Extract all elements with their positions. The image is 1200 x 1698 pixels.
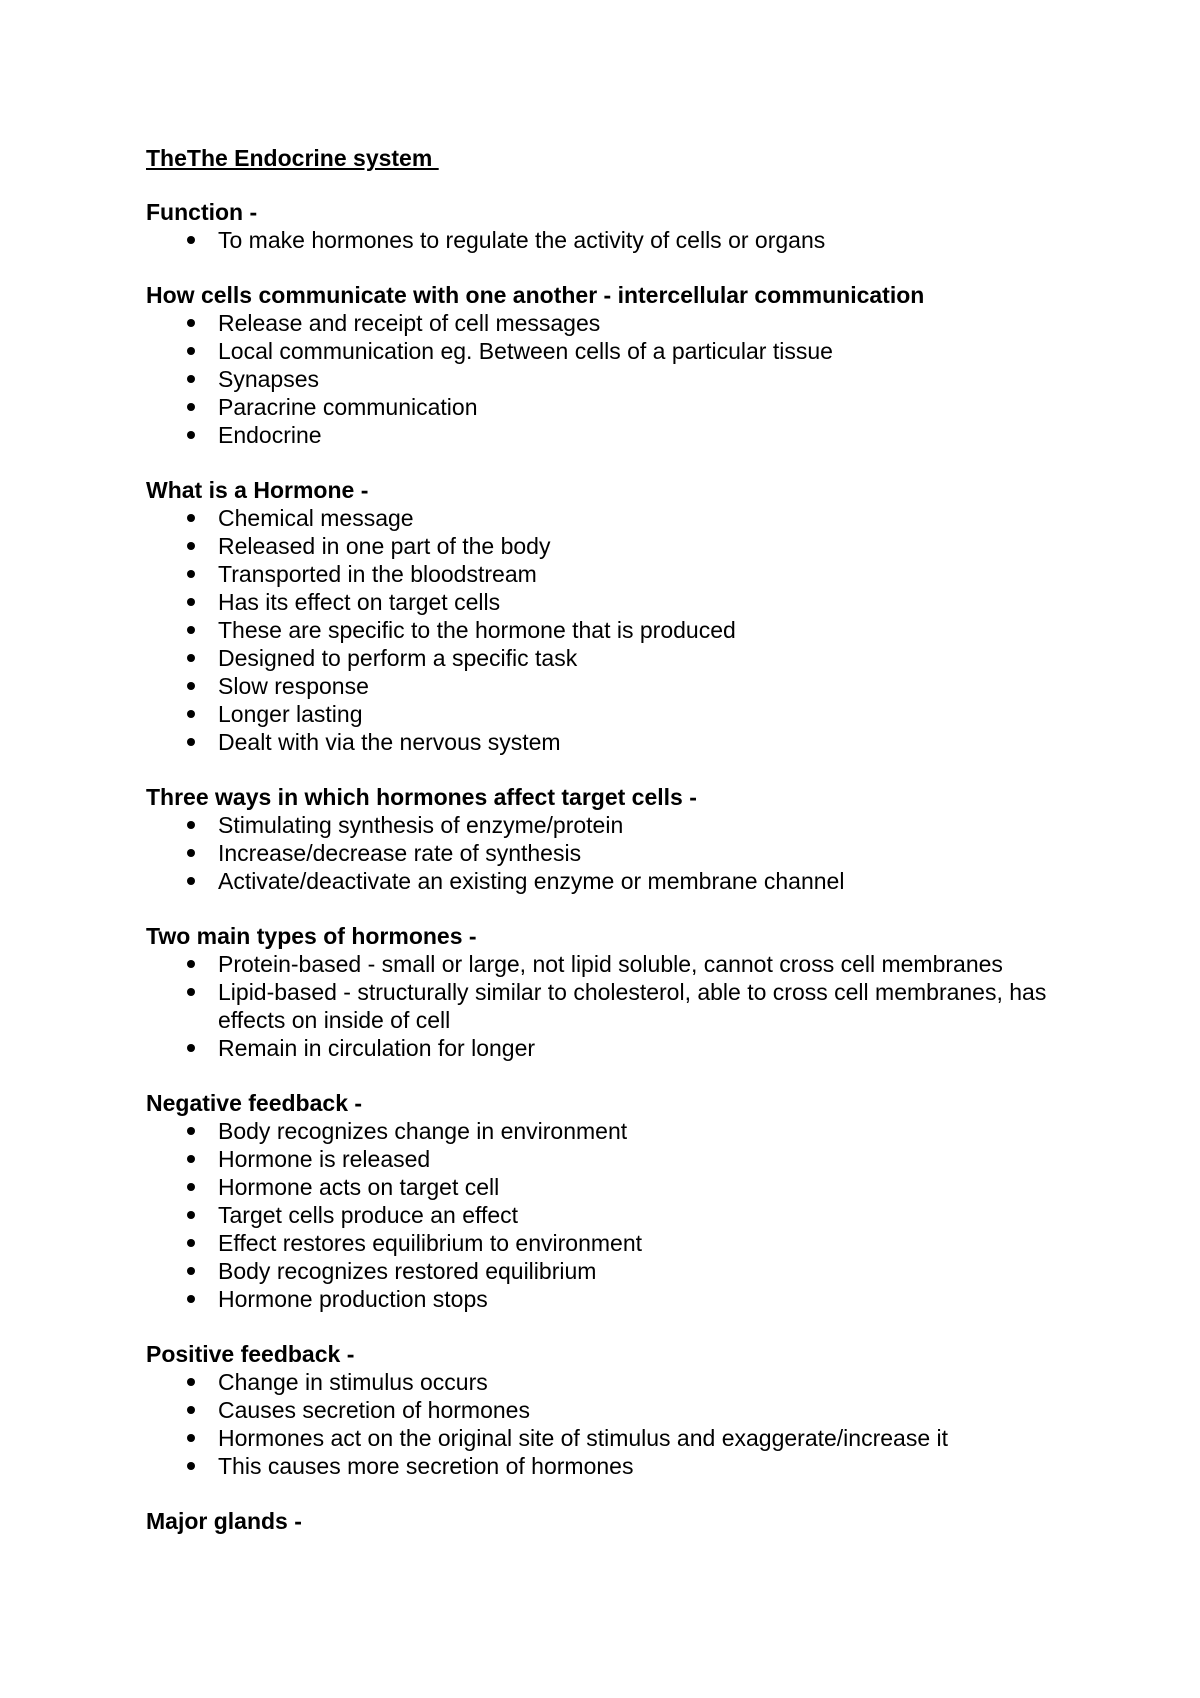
bullet-list xyxy=(146,504,1086,756)
list-item xyxy=(146,1117,1086,1145)
section xyxy=(146,783,1086,895)
list-item-text: Body recognizes change in environment xyxy=(218,1118,628,1144)
bullet-icon xyxy=(187,1378,195,1386)
list-item-text: Lipid-based - structurally similar to cholesterol, able to cross cell membranes, has effects on inside of cell xyxy=(218,979,1047,1033)
bullet-icon xyxy=(187,431,195,439)
list-item-text: Remain in circulation for longer xyxy=(218,1035,536,1061)
section xyxy=(146,1340,1086,1480)
section-heading: Major glands - xyxy=(146,1508,302,1534)
bullet-list xyxy=(146,226,1086,254)
bullet-icon xyxy=(187,375,195,383)
bullet-icon xyxy=(187,1239,195,1247)
list-item-text: Stimulating synthesis of enzyme/protein xyxy=(218,812,624,838)
list-item-text: These are specific to the hormone that is produced xyxy=(218,617,736,643)
document-page xyxy=(146,144,1086,1562)
list-item-text: Local communication eg. Between cells of a particular tissue xyxy=(218,338,833,364)
bullet-icon xyxy=(187,710,195,718)
list-item-text: Hormones act on the original site of stimulus and exaggerate/increase it xyxy=(218,1425,949,1451)
bullet-icon xyxy=(187,1462,195,1470)
list-item-text: Hormone production stops xyxy=(218,1286,488,1312)
list-item xyxy=(146,1285,1086,1313)
list-item-text: Longer lasting xyxy=(218,701,363,727)
bullet-icon xyxy=(187,1044,195,1052)
section-heading: Positive feedback - xyxy=(146,1341,355,1367)
list-item-text: Hormone acts on target cell xyxy=(218,1174,500,1200)
list-item xyxy=(146,811,1086,839)
list-item-text: Dealt with via the nervous system xyxy=(218,729,561,755)
bullet-list xyxy=(146,1368,1086,1480)
section xyxy=(146,476,1086,756)
list-item-text: Protein-based - small or large, not lipid soluble, cannot cross cell membranes xyxy=(218,951,1003,977)
list-item-text: Slow response xyxy=(218,673,369,699)
bullet-list xyxy=(146,309,1086,449)
bullet-icon xyxy=(187,598,195,606)
bullet-icon xyxy=(187,1127,195,1135)
section-heading: Three ways in which hormones affect target cells - xyxy=(146,784,697,810)
list-item xyxy=(146,421,1086,449)
section xyxy=(146,1089,1086,1313)
section-heading: Negative feedback - xyxy=(146,1090,363,1116)
section xyxy=(146,922,1086,1062)
section xyxy=(146,198,1086,254)
bullet-icon xyxy=(187,542,195,550)
list-item xyxy=(146,867,1086,895)
list-item xyxy=(146,1368,1086,1396)
list-item xyxy=(146,1034,1086,1062)
list-item xyxy=(146,978,1086,1034)
list-item-text: Released in one part of the body xyxy=(218,533,551,559)
bullet-icon xyxy=(187,1267,195,1275)
document-body xyxy=(146,198,1086,1535)
list-item xyxy=(146,393,1086,421)
bullet-icon xyxy=(187,1295,195,1303)
list-item-text: Increase/decrease rate of synthesis xyxy=(218,840,582,866)
section-heading: Two main types of hormones - xyxy=(146,923,477,949)
document-title: TheThe Endocrine system xyxy=(146,145,439,171)
bullet-icon xyxy=(187,821,195,829)
list-item-text: This causes more secretion of hormones xyxy=(218,1453,634,1479)
list-item xyxy=(146,1145,1086,1173)
section-heading: Function - xyxy=(146,199,258,225)
bullet-icon xyxy=(187,319,195,327)
list-item xyxy=(146,839,1086,867)
list-item xyxy=(146,672,1086,700)
list-item xyxy=(146,504,1086,532)
list-item xyxy=(146,728,1086,756)
list-item xyxy=(146,226,1086,254)
list-item-text: Designed to perform a specific task xyxy=(218,645,578,671)
list-item xyxy=(146,1173,1086,1201)
list-item-text: Effect restores equilibrium to environment xyxy=(218,1230,642,1256)
bullet-list xyxy=(146,1117,1086,1313)
list-item-text: Change in stimulus occurs xyxy=(218,1369,488,1395)
bullet-icon xyxy=(187,236,195,244)
list-item-text: Synapses xyxy=(218,366,320,392)
list-item-text: Paracrine communication xyxy=(218,394,478,420)
bullet-icon xyxy=(187,1155,195,1163)
bullet-icon xyxy=(187,682,195,690)
bullet-icon xyxy=(187,626,195,634)
section-heading: What is a Hormone - xyxy=(146,477,369,503)
list-item xyxy=(146,1257,1086,1285)
bullet-icon xyxy=(187,877,195,885)
list-item xyxy=(146,1201,1086,1229)
bullet-icon xyxy=(187,1183,195,1191)
list-item-text: Release and receipt of cell messages xyxy=(218,310,601,336)
bullet-list xyxy=(146,811,1086,895)
list-item xyxy=(146,1229,1086,1257)
list-item-text: Body recognizes restored equilibrium xyxy=(218,1258,597,1284)
list-item xyxy=(146,644,1086,672)
bullet-icon xyxy=(187,988,195,996)
bullet-list xyxy=(146,950,1086,1062)
list-item-text: Activate/deactivate an existing enzyme or membrane channel xyxy=(218,868,845,894)
list-item-text: Endocrine xyxy=(218,422,322,448)
list-item xyxy=(146,1452,1086,1480)
list-item xyxy=(146,588,1086,616)
list-item xyxy=(146,1424,1086,1452)
list-item xyxy=(146,365,1086,393)
list-item-text: Chemical message xyxy=(218,505,414,531)
bullet-icon xyxy=(187,960,195,968)
bullet-icon xyxy=(187,570,195,578)
section-heading: How cells communicate with one another - intercellular communication xyxy=(146,282,925,308)
list-item xyxy=(146,337,1086,365)
bullet-icon xyxy=(187,1434,195,1442)
bullet-icon xyxy=(187,1406,195,1414)
list-item-text: To make hormones to regulate the activity of cells or organs xyxy=(218,227,826,253)
list-item-text: Transported in the bloodstream xyxy=(218,561,537,587)
bullet-icon xyxy=(187,654,195,662)
list-item-text: Has its effect on target cells xyxy=(218,589,501,615)
list-item xyxy=(146,616,1086,644)
bullet-icon xyxy=(187,1211,195,1219)
list-item xyxy=(146,309,1086,337)
bullet-icon xyxy=(187,849,195,857)
list-item xyxy=(146,560,1086,588)
list-item-text: Causes secretion of hormones xyxy=(218,1397,530,1423)
bullet-icon xyxy=(187,347,195,355)
list-item-text: Target cells produce an effect xyxy=(218,1202,519,1228)
list-item xyxy=(146,1396,1086,1424)
section xyxy=(146,1507,1086,1535)
bullet-icon xyxy=(187,738,195,746)
list-item xyxy=(146,532,1086,560)
section xyxy=(146,281,1086,449)
list-item xyxy=(146,950,1086,978)
list-item-text: Hormone is released xyxy=(218,1146,431,1172)
bullet-icon xyxy=(187,514,195,522)
bullet-icon xyxy=(187,403,195,411)
list-item xyxy=(146,700,1086,728)
